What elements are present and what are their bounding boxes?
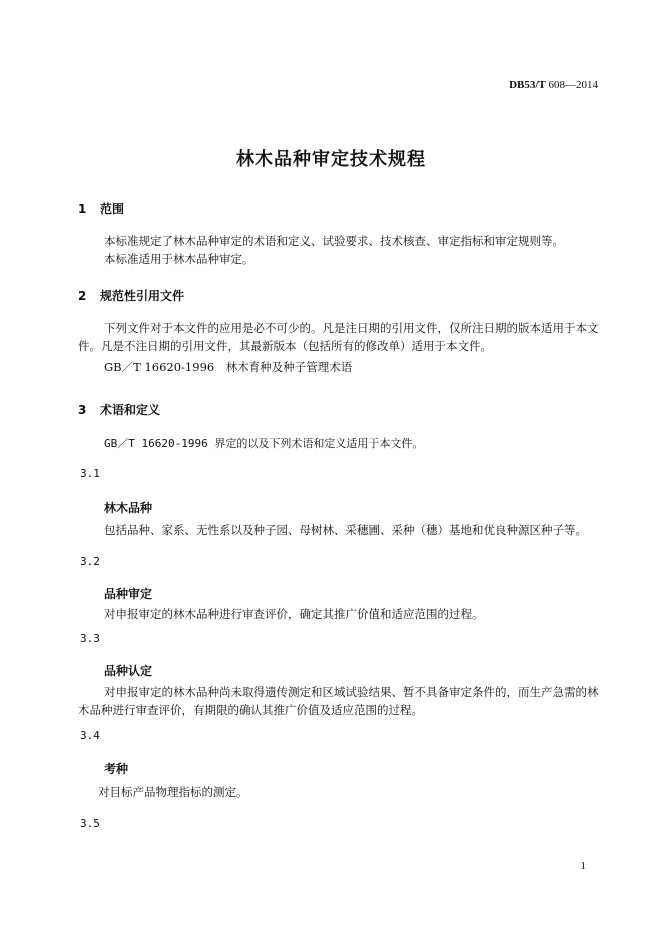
section-3-intro: GB／T 16620-1996 界定的以及下列术语和定义适用于本文件。 bbox=[104, 437, 424, 450]
normative-reference: GB／T 16620-1996 林木育种及种子管理术语 bbox=[104, 360, 353, 374]
term-definition-line-1: 对申报审定的林木品种尚未取得遗传测定和区域试验结果、暂不具备审定条件的，而生产急需的林 bbox=[104, 685, 599, 699]
term-number: 3.4 bbox=[80, 729, 100, 742]
section-1-heading: 1 范围 bbox=[78, 202, 125, 216]
page-number: 1 bbox=[580, 860, 586, 872]
term-name: 林木品种 bbox=[104, 501, 153, 515]
term-definition: 对目标产品物理指标的测定。 bbox=[98, 785, 248, 799]
section-2-paragraph-line-1: 下列文件对于本文件的应用是必不可少的。凡是注日期的引用文件，仅所注日期的版本适用于本文 bbox=[104, 321, 599, 335]
term-definition-line-2: 木品种进行审查评价，有期限的确认其推广价值及适应范围的过程。 bbox=[78, 703, 423, 717]
standard-number: DB53/T 608—2014 bbox=[509, 79, 598, 91]
term-name: 考种 bbox=[104, 762, 129, 776]
term-number: 3.5 bbox=[80, 817, 100, 830]
term-number: 3.2 bbox=[80, 555, 100, 568]
section-1-paragraph-2: 本标准适用于林木品种审定。 bbox=[104, 252, 254, 266]
term-number: 3.1 bbox=[80, 467, 100, 480]
document-title: 林木品种审定技术规程 bbox=[236, 149, 426, 170]
term-definition: 包括品种、家系、无性系以及种子园、母树林、采穗圃、采种（穗）基地和优良种源区种子等。 bbox=[104, 523, 587, 537]
section-1-paragraph-1: 本标准规定了林木品种审定的术语和定义、试验要求、技术核查、审定指标和审定规则等。 bbox=[104, 234, 564, 248]
section-3-heading: 3 术语和定义 bbox=[78, 403, 161, 417]
section-2-paragraph-line-2: 件。凡是不注日期的引用文件，其最新版本（包括所有的修改单）适用于本文件。 bbox=[78, 339, 492, 353]
section-2-heading: 2 规范性引用文件 bbox=[78, 289, 185, 303]
term-number: 3.3 bbox=[80, 632, 100, 645]
term-name: 品种认定 bbox=[104, 664, 153, 678]
term-definition: 对申报审定的林木品种进行审查评价，确定其推广价值和适应范围的过程。 bbox=[104, 607, 484, 621]
term-name: 品种审定 bbox=[104, 587, 153, 601]
